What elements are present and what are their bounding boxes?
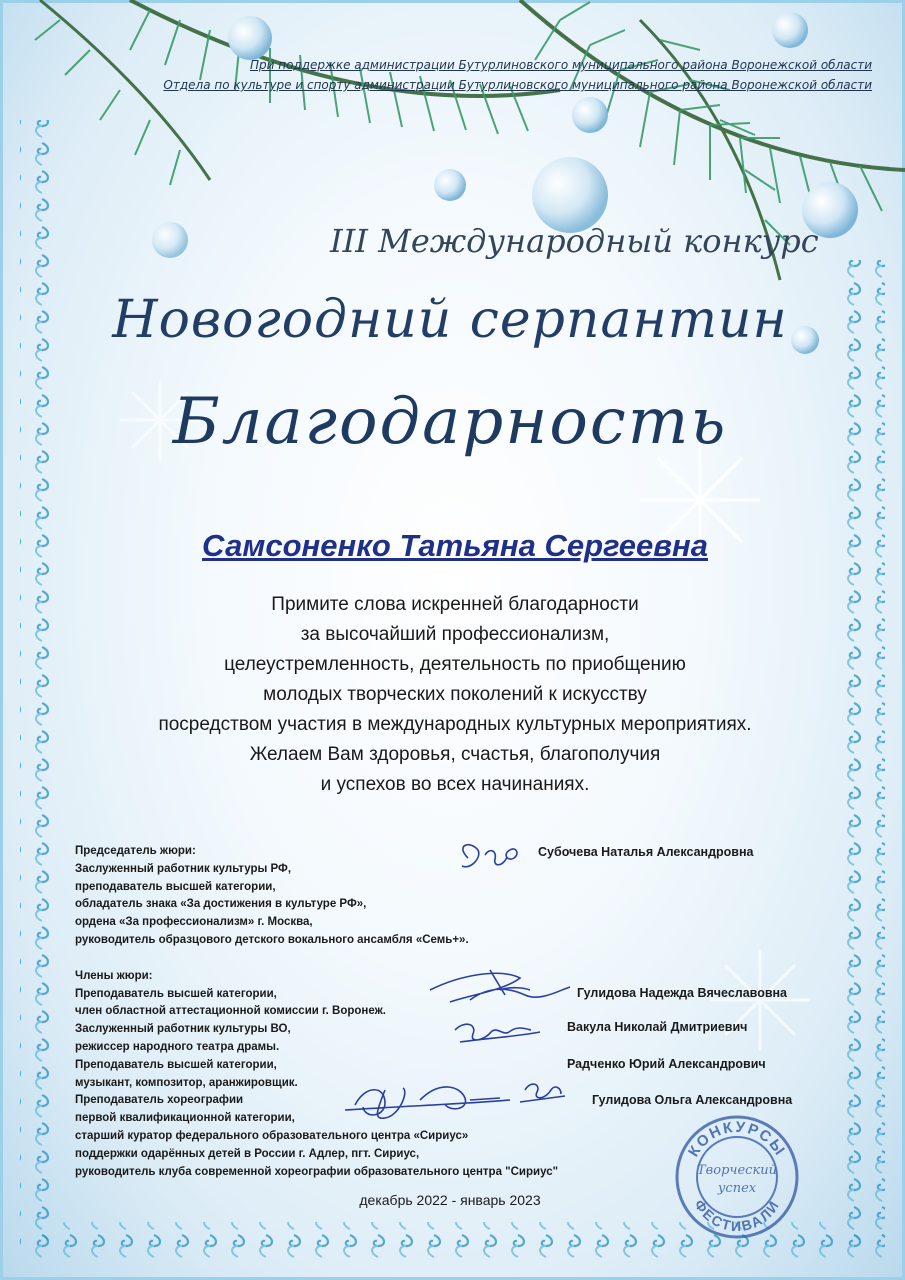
jury-member-line: поддержки одарённых детей в России г. Адлер, пгт. Сириус, [75, 1147, 420, 1160]
certificate-type: Благодарность [172, 385, 728, 459]
organizer-line-2: Отдела по культуре и спорту администрации Бутурлиновского муниципального района Воронежской области [163, 78, 872, 92]
jury-member-line: музыкант, композитор, аранжировщик. [75, 1076, 298, 1089]
jury-member-line: Преподаватель хореографии [75, 1094, 244, 1107]
jury-member-name: Гулидова Надежда Вячеславовна [577, 986, 788, 1000]
stamp-bottom-text: ФЕСТИВАЛИ [691, 1196, 783, 1235]
jury-chair-name: Субочева Наталья Александровна [538, 845, 754, 859]
stamp-top-text: КОНКУРСЫ [684, 1118, 789, 1160]
contest-title: Новогодний серпантин [112, 290, 788, 350]
recipient-name: Самсоненко Татьяна Сергеевна [202, 528, 708, 563]
message-line: за высочайший профессионализм, [300, 624, 610, 645]
jury-member-line: режиссер народного театра драмы. [75, 1040, 280, 1053]
contest-stamp [672, 1112, 802, 1242]
jury-chair-line: обладатель знака «За достижения в культуре РФ», [75, 898, 367, 911]
message-line: Примите слова искренней благодарности [271, 594, 639, 615]
contest-subtitle: III Международный конкурс [330, 222, 819, 260]
jury-member-name: Гулидова Ольга Александровна [592, 1093, 793, 1107]
message-line: молодых творческих поколений к искусству [263, 684, 647, 705]
jury-members-heading: Члены жюри: [75, 969, 153, 982]
organizer-line-1: При поддержке администрации Бутурлиновского муниципального района Воронежской области [249, 58, 872, 72]
jury-chair-line: руководитель образцового детского вокального ансамбля «Семь+». [75, 933, 469, 946]
left-border [20, 120, 60, 1240]
jury-chair-line: ордена «За профессионализм» г. Москва, [75, 916, 313, 929]
svg-text:КОНКУРСЫ [685, 1119, 789, 1160]
jury-member-line: руководитель клуба современной хореографии образовательного центра "Сириус" [75, 1165, 559, 1178]
organizer-header [112, 55, 872, 95]
jury-member-name: Вакула Николай Дмитриевич [567, 1020, 748, 1034]
jury-member-line: первой квалификационной категории, [75, 1112, 295, 1125]
message-line: посредством участия в международных культурных мероприятиях. [158, 714, 752, 735]
message-line: и успехов во всех начинаниях. [320, 774, 590, 795]
stamp-center-1: Творческий [697, 1163, 777, 1178]
jury-chair-line: Заслуженный работник культуры РФ, [75, 862, 292, 875]
right-border [845, 260, 885, 1240]
jury-block [75, 843, 558, 1181]
jury-member-line: член областной аттестационной комиссии г. Воронеж. [75, 1005, 386, 1018]
jury-member-line: Заслуженный работник культуры ВО, [75, 1023, 291, 1036]
message-line: целеустремленность, деятельность по приобщению [224, 654, 686, 675]
jury-member-line: Преподаватель высшей категории, [75, 987, 277, 1000]
jury-chair-heading: Председатель жюри: [75, 845, 196, 857]
jury-member-line: старший куратор федерального образовательного центра «Сириус» [75, 1129, 469, 1142]
jury-chair-line: преподаватель высшей категории, [75, 880, 276, 893]
contest-dates: декабрь 2022 - январь 2023 [359, 1192, 541, 1208]
stamp-center-2: успех [717, 1181, 757, 1196]
jury-member-line: Преподаватель высшей категории, [75, 1058, 277, 1071]
thanks-message [60, 590, 850, 800]
message-line: Желаем Вам здоровья, счастья, благополучия [249, 744, 661, 765]
jury-member-name: Радченко Юрий Александрович [567, 1057, 766, 1071]
